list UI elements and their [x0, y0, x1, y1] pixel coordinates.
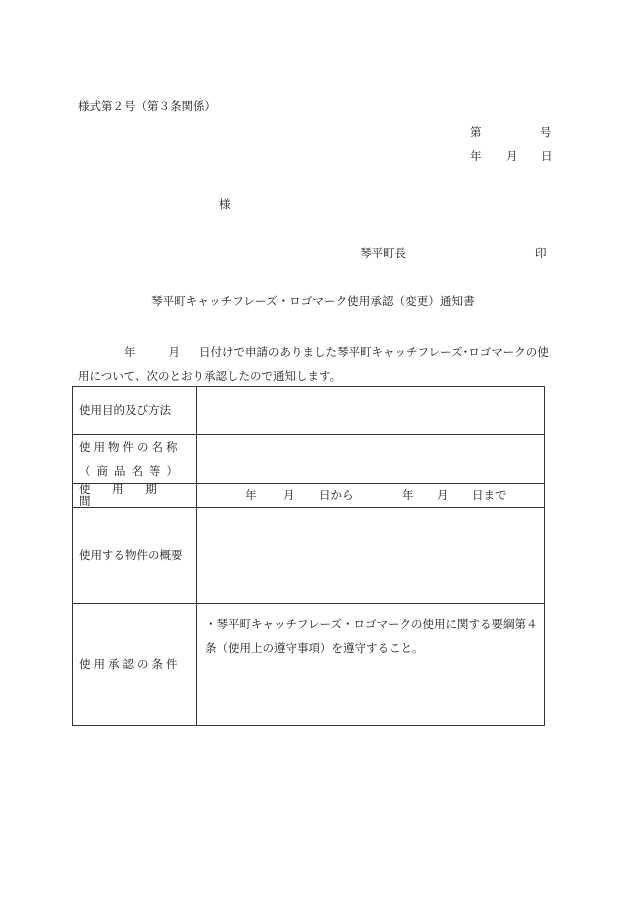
purpose-label: 使用目的及び方法: [73, 387, 197, 435]
period-label: 使 用 期 間: [73, 484, 197, 508]
addressee-suffix: 様: [219, 197, 231, 211]
row-period: [73, 484, 545, 508]
item-name-label: 使用物件の名称: [79, 440, 181, 454]
period-to-month: 月: [437, 488, 449, 502]
seal-mark: 印: [535, 246, 547, 260]
conditions-label: 使用承認の条件: [73, 604, 197, 726]
conditions-text-2: 条（使用上の遵守事項）を遵守すること。: [205, 641, 424, 655]
date-day: 日: [541, 149, 553, 163]
period-value[interactable]: [197, 484, 545, 508]
issuer-name: 琴平町長: [360, 246, 406, 260]
body-line-1: [124, 347, 549, 359]
period-from-day: 日から: [319, 488, 354, 502]
item-name-sublabel: （商品名等）: [79, 464, 184, 478]
doc-number-prefix: 第: [470, 125, 482, 139]
item-name-label-cell: [73, 435, 197, 484]
item-name-value[interactable]: [197, 435, 545, 484]
body-line-1-text: 日付けで申請のありました琴平町キャッチフレーズ･ロゴマークの使: [199, 345, 549, 359]
document-title: 琴平町キャッチフレーズ・ロゴマーク使用承認（変更）通知書: [151, 294, 475, 308]
purpose-value[interactable]: [197, 387, 545, 435]
row-overview: [73, 508, 545, 604]
body-line-2: 用について、次のとおり承認したので通知します。: [78, 369, 342, 383]
conditions-value: [197, 604, 545, 726]
period-from-year: 年: [245, 488, 257, 502]
period-from-month: 月: [283, 488, 295, 502]
overview-label: 使用する物件の概要: [73, 508, 197, 604]
date-year: 年: [470, 149, 482, 163]
date-month: 月: [506, 149, 518, 163]
form-number: 様式第２号（第３条関係）: [78, 99, 216, 113]
row-item-name: [73, 435, 545, 484]
approval-table: [72, 386, 545, 726]
row-conditions: [73, 604, 545, 726]
doc-number-suffix: 号: [540, 125, 552, 139]
period-to-day: 日まで: [472, 488, 507, 502]
conditions-text-1: ・琴平町キャッチフレーズ・ロゴマークの使用に関する要綱第４: [205, 617, 538, 631]
overview-value[interactable]: [197, 508, 545, 604]
period-to-year: 年: [402, 488, 414, 502]
body-year: 年: [124, 345, 136, 359]
row-purpose: [73, 387, 545, 435]
body-month: 月: [168, 345, 180, 359]
